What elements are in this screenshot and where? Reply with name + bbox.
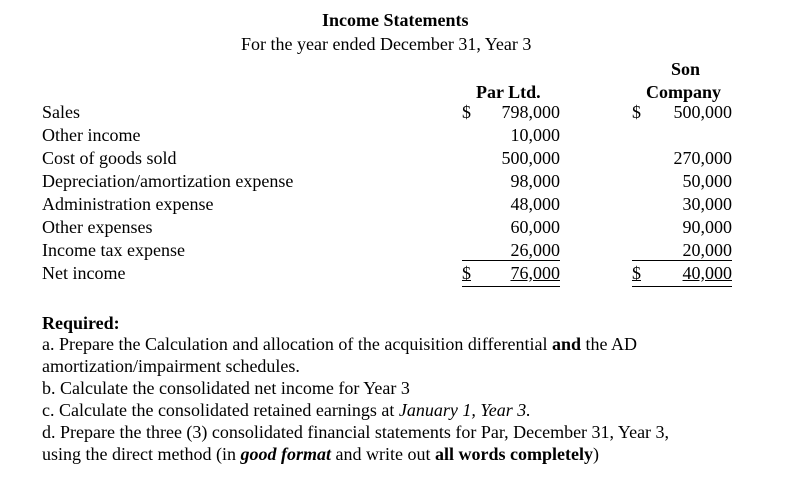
row-label-administration: Administration expense [42,194,214,214]
required-heading: Required: [42,313,120,333]
statement-subtitle: For the year ended December 31, Year 3 [241,34,532,54]
son-net-income-dollar-sign: $ [632,263,641,283]
row-label-income-tax: Income tax expense [42,240,185,260]
par-sales-dollar-sign: $ [462,102,471,122]
row-label-sales: Sales [42,102,80,122]
son-subtotal-rule [632,260,732,261]
required-item-d-line2: using the direct method (in good format and write out all words completely) [42,444,599,464]
par-value-net-income: 76,000 [510,263,560,283]
son-value-administration: 30,000 [682,194,732,214]
par-value-depreciation: 98,000 [510,171,560,191]
par-value-income-tax: 26,000 [510,240,560,260]
son-double-underline [632,286,732,287]
son-value-income-tax: 20,000 [682,240,732,260]
son-value-net-income: 40,000 [682,263,732,283]
par-value-other-income: 10,000 [510,125,560,145]
row-label-depreciation: Depreciation/amortization expense [42,171,294,191]
par-header: Par Ltd. [476,82,541,102]
par-value-administration: 48,000 [510,194,560,214]
row-label-other-expenses: Other expenses [42,217,153,237]
row-label-other-income: Other income [42,125,141,145]
statement-title: Income Statements [322,10,469,30]
row-label-net-income: Net income [42,263,126,283]
required-item-a-line2: amortization/impairment schedules. [42,356,300,376]
par-value-sales: 798,000 [501,102,560,122]
required-item-c: c. Calculate the consolidated retained earnings at January 1, Year 3. [42,400,531,420]
son-value-depreciation: 50,000 [682,171,732,191]
par-value-other-expenses: 60,000 [510,217,560,237]
son-value-other-expenses: 90,000 [682,217,732,237]
row-label-cogs: Cost of goods sold [42,148,177,168]
required-item-d-line1: d. Prepare the three (3) consolidated financial statements for Par, December 31, Year 3, [42,422,670,442]
son-header-line2: Company [646,82,722,102]
par-value-cogs: 500,000 [501,148,560,168]
son-value-sales: 500,000 [673,102,732,122]
required-item-a-line1: a. Prepare the Calculation and allocation of the acquisition differential and the AD [42,334,638,354]
par-subtotal-rule [462,260,560,261]
son-value-cogs: 270,000 [673,148,732,168]
son-header-line1: Son [671,59,701,79]
required-item-b: b. Calculate the consolidated net income for Year 3 [42,378,410,398]
par-double-underline [462,286,560,287]
son-sales-dollar-sign: $ [632,102,641,122]
par-net-income-dollar-sign: $ [462,263,471,283]
